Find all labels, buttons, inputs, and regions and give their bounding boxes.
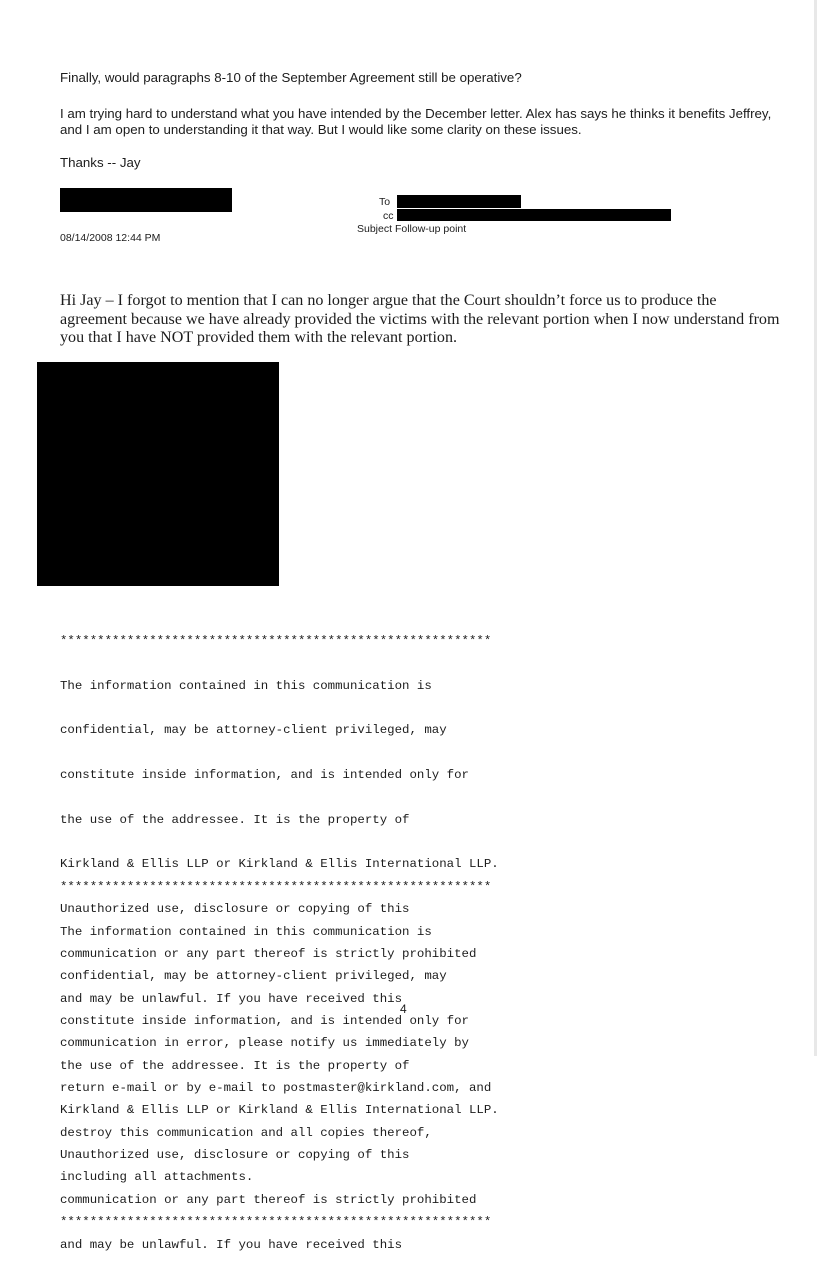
cc-label: cc <box>383 210 394 222</box>
email-body <box>60 292 790 348</box>
email-paragraph-1: Finally, would paragraphs 8-10 of the September Agreement still be operative? <box>60 70 522 85</box>
disclaimer-line: communication in error, please notify us immediately by <box>60 1036 469 1051</box>
disclaimer-line: the use of the addressee. It is the property of <box>60 812 410 827</box>
email-signoff: Thanks -- Jay <box>60 155 141 170</box>
disclaimer-stars-top: ********************************************************** <box>60 879 492 894</box>
disclaimer-block-2 <box>60 850 499 1267</box>
disclaimer-stars-top: ********************************************************** <box>60 633 492 648</box>
disclaimer-line: constitute inside information, and is intended only for <box>60 1013 469 1028</box>
disclaimer-line: Unauthorized use, disclosure or copying of this <box>60 902 410 917</box>
disclaimer-line: Kirkland & Ellis LLP or Kirkland & Ellis International LLP. <box>60 1103 499 1118</box>
signature-redaction <box>37 362 279 586</box>
email-paragraph-2-line-1: I am trying hard to understand what you have intended by the December letter. Alex has says he thinks it benefits Jeffrey, <box>60 106 772 121</box>
disclaimer-line: The information contained in this communication is <box>60 678 432 693</box>
disclaimer-line: confidential, may be attorney-client privileged, may <box>60 723 447 738</box>
subject-line <box>357 223 466 235</box>
page-number: 4 <box>400 1002 407 1016</box>
disclaimer-stars-bottom: ********************************************************** <box>60 1215 492 1230</box>
email-body-line-3: you that I have NOT provided them with the relevant portion. <box>60 329 458 347</box>
disclaimer-line: destroy this communication and all copies thereof, <box>60 1125 432 1140</box>
disclaimer-line: The information contained in this communication is <box>60 924 432 939</box>
disclaimer-line: return e-mail or by e-mail to postmaster@kirkland.com, and <box>60 1081 492 1095</box>
disclaimer-line: Unauthorized use, disclosure or copying of this <box>60 1148 410 1163</box>
disclaimer-line: constitute inside information, and is intended only for <box>60 767 469 782</box>
disclaimer-line: confidential, may be attorney-client privileged, may <box>60 969 447 984</box>
disclaimer-line: the use of the addressee. It is the property of <box>60 1058 410 1073</box>
email-paragraph-2 <box>60 106 800 138</box>
disclaimer-line: and may be unlawful. If you have received this <box>60 991 403 1006</box>
email-paragraph-2-line-2: and I am open to understanding it that way. But I would like some clarity on these issues. <box>60 122 582 137</box>
email-date: 08/14/2008 12:44 PM <box>60 232 161 244</box>
cc-redaction <box>397 209 671 221</box>
disclaimer-line: Kirkland & Ellis LLP or Kirkland & Ellis International LLP. <box>60 857 499 872</box>
subject-value: Follow-up point <box>394 223 467 235</box>
email-body-line-1: Hi Jay – I forgot to mention that I can no longer argue that the Court shouldn’t force us to produce the <box>60 292 717 309</box>
disclaimer-line: communication or any part thereof is strictly prohibited <box>60 1192 477 1207</box>
to-label: To <box>379 196 391 208</box>
disclaimer-line: including all attachments. <box>60 1170 254 1185</box>
email-body-line-2: agreement because we have already provided the victims with the relevant portion when I now understand from <box>60 310 780 328</box>
to-redaction <box>397 195 521 208</box>
subject-label: Subject <box>357 223 393 235</box>
sender-redaction <box>60 188 232 212</box>
disclaimer-line: and may be unlawful. If you have received this <box>60 1237 403 1252</box>
disclaimer-line: communication or any part thereof is strictly prohibited <box>60 946 477 961</box>
